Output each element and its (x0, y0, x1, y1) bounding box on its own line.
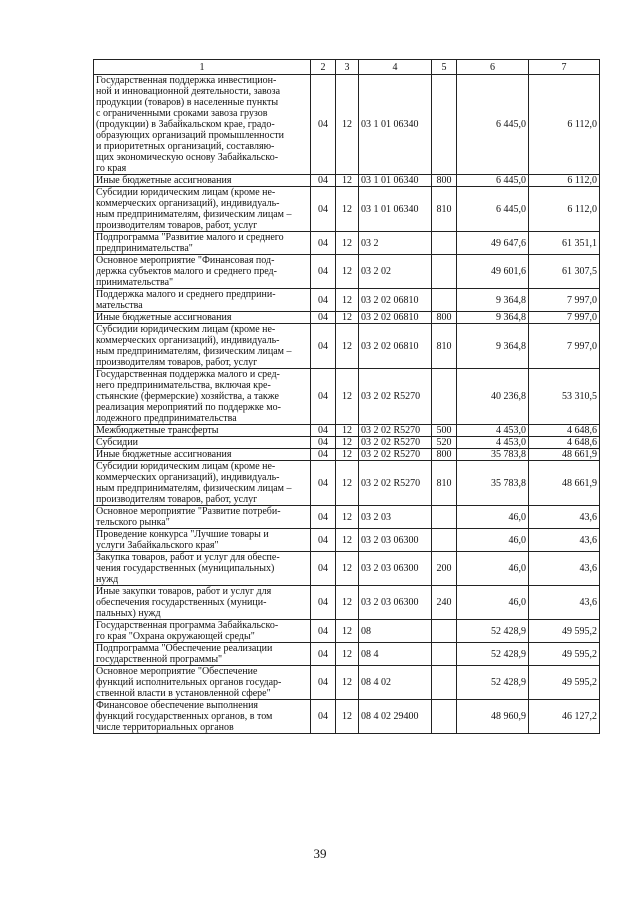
cell-amount-year-2: 6 112,0 (529, 187, 600, 232)
cell-amount-year-2: 49 595,2 (529, 620, 600, 643)
cell-section: 04 (311, 175, 336, 187)
cell-section: 04 (311, 369, 336, 425)
cell-amount-year-2: 4 648,6 (529, 425, 600, 437)
cell-subsection: 12 (336, 255, 359, 289)
cell-section: 04 (311, 506, 336, 529)
cell-expense-type: 200 (432, 552, 457, 586)
cell-target-article: 03 2 (359, 232, 432, 255)
cell-expense-type: 240 (432, 586, 457, 620)
cell-target-article: 08 4 (359, 643, 432, 666)
cell-section: 04 (311, 461, 336, 506)
table-row (94, 289, 600, 312)
cell-amount-year-1: 4 453,0 (457, 437, 529, 449)
cell-expense-type (432, 666, 457, 700)
cell-amount-year-2: 4 648,6 (529, 437, 600, 449)
cell-amount-year-2: 43,6 (529, 529, 600, 552)
cell-amount-year-2: 61 351,1 (529, 232, 600, 255)
cell-section: 04 (311, 529, 336, 552)
cell-expense-type (432, 643, 457, 666)
cell-subsection: 12 (336, 586, 359, 620)
cell-target-article: 03 2 02 (359, 255, 432, 289)
cell-amount-year-1: 6 445,0 (457, 187, 529, 232)
cell-subsection: 12 (336, 324, 359, 369)
cell-amount-year-1: 6 445,0 (457, 75, 529, 175)
cell-expense-type (432, 255, 457, 289)
cell-amount-year-1: 35 783,8 (457, 449, 529, 461)
cell-amount-year-2: 49 595,2 (529, 643, 600, 666)
header-col-4: 4 (359, 60, 432, 75)
cell-amount-year-1: 46,0 (457, 506, 529, 529)
cell-subsection: 12 (336, 175, 359, 187)
table-body (94, 75, 600, 734)
cell-amount-year-1: 48 960,9 (457, 700, 529, 734)
header-col-6: 6 (457, 60, 529, 75)
cell-expense-type: 810 (432, 461, 457, 506)
cell-expense-type: 520 (432, 437, 457, 449)
cell-amount-year-1: 40 236,8 (457, 369, 529, 425)
table-row (94, 175, 600, 187)
cell-expense-type: 800 (432, 449, 457, 461)
cell-subsection: 12 (336, 187, 359, 232)
table-row (94, 232, 600, 255)
cell-section: 04 (311, 289, 336, 312)
cell-subsection: 12 (336, 552, 359, 586)
cell-section: 04 (311, 232, 336, 255)
cell-amount-year-2: 61 307,5 (529, 255, 600, 289)
cell-expense-type: 800 (432, 312, 457, 324)
cell-subsection: 12 (336, 369, 359, 425)
cell-amount-year-2: 7 997,0 (529, 324, 600, 369)
cell-name: Субсидии юридическим лицам (кроме не- коммерческих организаций), индивидуаль- ным предпринимателям, физическим лицам – производителям товаров, работ, услуг (94, 187, 311, 232)
cell-subsection: 12 (336, 437, 359, 449)
cell-amount-year-1: 35 783,8 (457, 461, 529, 506)
cell-target-article: 03 2 02 06810 (359, 312, 432, 324)
cell-subsection: 12 (336, 312, 359, 324)
cell-name: Основное мероприятие "Финансовая под- держка субъектов малого и среднего пред- принимательства" (94, 255, 311, 289)
table-row (94, 369, 600, 425)
cell-target-article: 08 (359, 620, 432, 643)
cell-name: Подпрограмма "Развитие малого и среднего предпринимательства" (94, 232, 311, 255)
cell-name: Иные бюджетные ассигнования (94, 175, 311, 187)
cell-subsection: 12 (336, 449, 359, 461)
cell-name: Государственная поддержка инвестицион- ной и инновационной деятельности, завоза продукции (товаров) в населенные пункты с ограниченными сроками завоза грузов (продукции) в Забайкальском крае, градо- образующих организаций промышленности и приоритетных организаций, составляю- щих экономическую основу Забайкальско- го края (94, 75, 311, 175)
cell-name: Субсидии юридическим лицам (кроме не- коммерческих организаций), индивидуаль- ным предпринимателям, физическим лицам – производителям товаров, работ, услуг (94, 461, 311, 506)
table-row (94, 552, 600, 586)
cell-name: Субсидии (94, 437, 311, 449)
cell-target-article: 03 1 01 06340 (359, 175, 432, 187)
cell-amount-year-1: 46,0 (457, 586, 529, 620)
cell-name: Государственная поддержка малого и сред- него предпринимательства, включая кре- стьянские (фермерские) хозяйства, а также реализация мероприятий по поддержке мо- лодежного предпринимательства (94, 369, 311, 425)
cell-target-article: 03 2 03 (359, 506, 432, 529)
cell-amount-year-2: 7 997,0 (529, 289, 600, 312)
cell-amount-year-1: 49 601,6 (457, 255, 529, 289)
cell-amount-year-1: 9 364,8 (457, 289, 529, 312)
cell-name: Основное мероприятие "Обеспечение функций исполнительных органов государ- ственной власти в установленной сфере" (94, 666, 311, 700)
cell-name: Субсидии юридическим лицам (кроме не- коммерческих организаций), индивидуаль- ным предпринимателям, физическим лицам – производителям товаров, работ, услуг (94, 324, 311, 369)
cell-expense-type: 810 (432, 187, 457, 232)
cell-target-article: 08 4 02 29400 (359, 700, 432, 734)
table-row (94, 529, 600, 552)
cell-section: 04 (311, 643, 336, 666)
cell-name: Межбюджетные трансферты (94, 425, 311, 437)
cell-section: 04 (311, 666, 336, 700)
table-row (94, 666, 600, 700)
header-col-1: 1 (94, 60, 311, 75)
cell-subsection: 12 (336, 232, 359, 255)
cell-expense-type (432, 506, 457, 529)
cell-name: Иные бюджетные ассигнования (94, 312, 311, 324)
cell-subsection: 12 (336, 700, 359, 734)
cell-amount-year-1: 46,0 (457, 552, 529, 586)
cell-name: Проведение конкурса "Лучшие товары и услуги Забайкальского края" (94, 529, 311, 552)
cell-name: Основное мероприятие "Развитие потреби- тельского рынка" (94, 506, 311, 529)
table-row (94, 75, 600, 175)
cell-amount-year-2: 43,6 (529, 506, 600, 529)
cell-subsection: 12 (336, 529, 359, 552)
cell-section: 04 (311, 586, 336, 620)
cell-target-article: 03 2 02 R5270 (359, 449, 432, 461)
cell-amount-year-1: 4 453,0 (457, 425, 529, 437)
table-header (94, 60, 600, 75)
table-row (94, 643, 600, 666)
cell-target-article: 03 2 02 06810 (359, 289, 432, 312)
table-row (94, 312, 600, 324)
cell-amount-year-2: 53 310,5 (529, 369, 600, 425)
cell-target-article: 03 2 03 06300 (359, 552, 432, 586)
cell-subsection: 12 (336, 461, 359, 506)
table-row (94, 620, 600, 643)
table-row (94, 187, 600, 232)
cell-amount-year-1: 52 428,9 (457, 620, 529, 643)
cell-name: Поддержка малого и среднего предприни- мательства (94, 289, 311, 312)
cell-target-article: 03 1 01 06340 (359, 187, 432, 232)
cell-amount-year-1: 46,0 (457, 529, 529, 552)
cell-expense-type (432, 529, 457, 552)
cell-amount-year-1: 9 364,8 (457, 312, 529, 324)
cell-amount-year-1: 52 428,9 (457, 643, 529, 666)
cell-subsection: 12 (336, 425, 359, 437)
cell-target-article: 03 2 02 R5270 (359, 437, 432, 449)
cell-expense-type: 800 (432, 175, 457, 187)
cell-section: 04 (311, 312, 336, 324)
cell-name: Подпрограмма "Обеспечение реализации государственной программы" (94, 643, 311, 666)
cell-section: 04 (311, 552, 336, 586)
table-row (94, 461, 600, 506)
cell-target-article: 03 2 02 R5270 (359, 425, 432, 437)
cell-amount-year-2: 46 127,2 (529, 700, 600, 734)
cell-expense-type (432, 75, 457, 175)
page-number: 39 (313, 846, 327, 861)
cell-target-article: 08 4 02 (359, 666, 432, 700)
table-row (94, 506, 600, 529)
cell-subsection: 12 (336, 643, 359, 666)
budget-table (93, 59, 600, 734)
cell-expense-type: 500 (432, 425, 457, 437)
cell-expense-type (432, 700, 457, 734)
cell-amount-year-1: 9 364,8 (457, 324, 529, 369)
cell-amount-year-2: 48 661,9 (529, 449, 600, 461)
header-col-2: 2 (311, 60, 336, 75)
cell-expense-type (432, 620, 457, 643)
header-row (94, 60, 600, 75)
cell-target-article: 03 2 03 06300 (359, 586, 432, 620)
cell-section: 04 (311, 187, 336, 232)
cell-subsection: 12 (336, 75, 359, 175)
cell-subsection: 12 (336, 506, 359, 529)
cell-amount-year-1: 52 428,9 (457, 666, 529, 700)
cell-expense-type: 810 (432, 324, 457, 369)
table-row (94, 437, 600, 449)
cell-name: Государственная программа Забайкальско- го края "Охрана окружающей среды" (94, 620, 311, 643)
cell-amount-year-2: 49 595,2 (529, 666, 600, 700)
table-row (94, 255, 600, 289)
cell-subsection: 12 (336, 620, 359, 643)
table-row (94, 324, 600, 369)
table-row (94, 700, 600, 734)
cell-section: 04 (311, 620, 336, 643)
cell-subsection: 12 (336, 289, 359, 312)
cell-name: Иные закупки товаров, работ и услуг для обеспечения государственных (муници- пальных) нужд (94, 586, 311, 620)
cell-expense-type (432, 232, 457, 255)
cell-amount-year-2: 43,6 (529, 552, 600, 586)
table-row (94, 425, 600, 437)
cell-amount-year-2: 6 112,0 (529, 75, 600, 175)
cell-amount-year-1: 49 647,6 (457, 232, 529, 255)
cell-target-article: 03 2 03 06300 (359, 529, 432, 552)
cell-amount-year-2: 43,6 (529, 586, 600, 620)
cell-target-article: 03 2 02 R5270 (359, 461, 432, 506)
cell-amount-year-1: 6 445,0 (457, 175, 529, 187)
cell-expense-type (432, 369, 457, 425)
header-col-7: 7 (529, 60, 600, 75)
cell-amount-year-2: 6 112,0 (529, 175, 600, 187)
cell-name: Закупка товаров, работ и услуг для обеспе- чения государственных (муниципальных) нужд (94, 552, 311, 586)
cell-section: 04 (311, 255, 336, 289)
cell-amount-year-2: 48 661,9 (529, 461, 600, 506)
cell-target-article: 03 2 02 06810 (359, 324, 432, 369)
cell-section: 04 (311, 449, 336, 461)
cell-name: Иные бюджетные ассигнования (94, 449, 311, 461)
cell-section: 04 (311, 75, 336, 175)
cell-section: 04 (311, 324, 336, 369)
cell-section: 04 (311, 437, 336, 449)
cell-section: 04 (311, 425, 336, 437)
header-col-5: 5 (432, 60, 457, 75)
cell-name: Финансовое обеспечение выполнения функций государственных органов, в том числе территориальных органов (94, 700, 311, 734)
cell-target-article: 03 1 01 06340 (359, 75, 432, 175)
cell-expense-type (432, 289, 457, 312)
cell-section: 04 (311, 700, 336, 734)
cell-amount-year-2: 7 997,0 (529, 312, 600, 324)
cell-subsection: 12 (336, 666, 359, 700)
cell-target-article: 03 2 02 R5270 (359, 369, 432, 425)
header-col-3: 3 (336, 60, 359, 75)
table-row (94, 449, 600, 461)
table-row (94, 586, 600, 620)
